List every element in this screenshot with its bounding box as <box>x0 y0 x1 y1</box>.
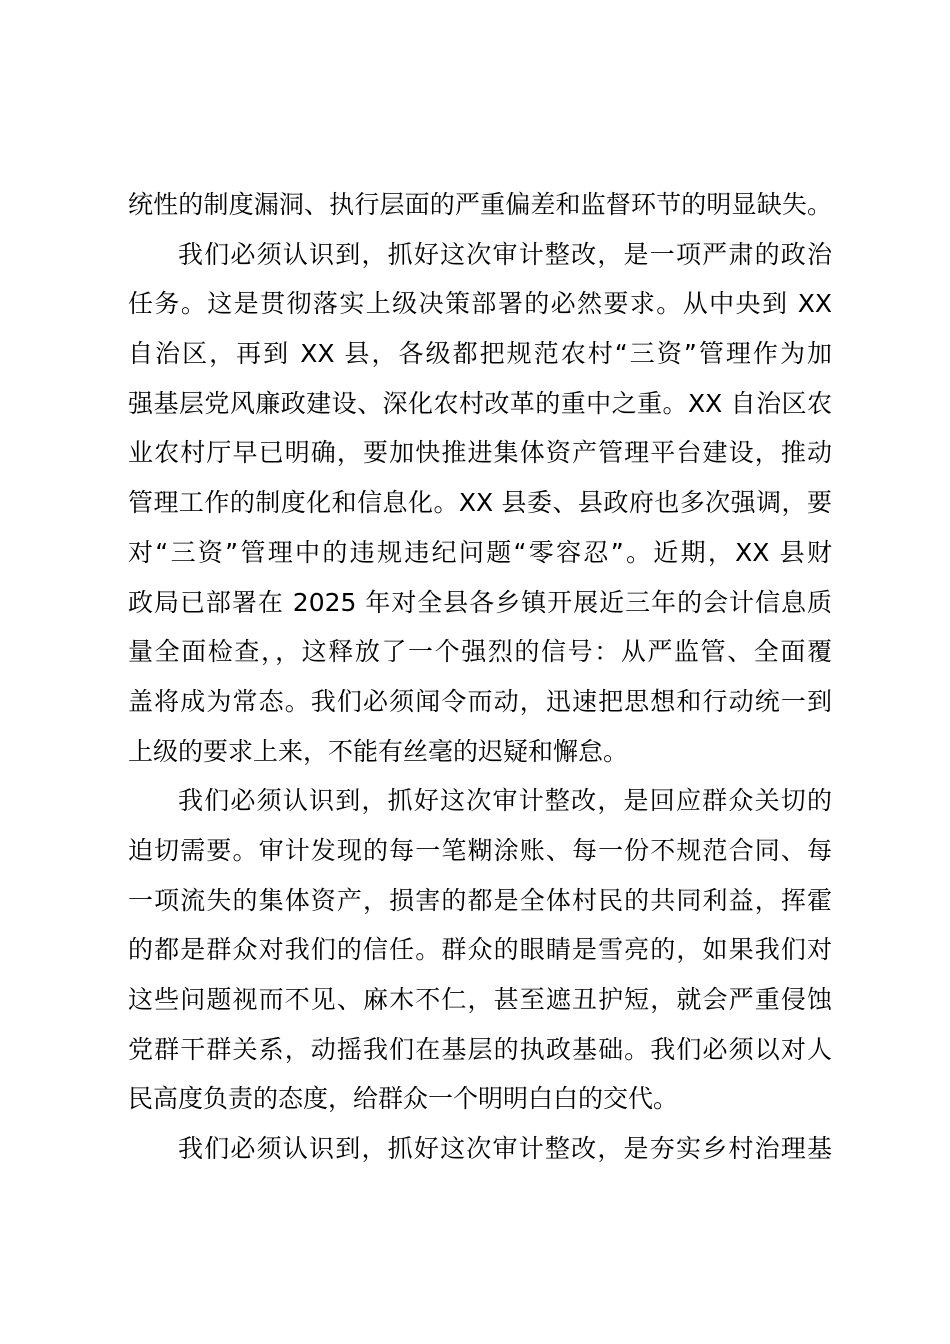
text-line: 这些问题视而不见、麻木不仁，甚至遮丑护短，就会严重侵蚀 <box>128 985 832 1014</box>
text-line: 民高度负责的态度，给群众一个明明白白的交代。 <box>128 1084 679 1114</box>
document-body <box>128 180 832 1174</box>
text-line: 我们必须认识到，抓好这次审计整改，是夯实乡村治理基 <box>178 1134 832 1164</box>
text-line: 政局已部署在 2025 年对全县各乡镇开展近三年的会计信息质 <box>128 587 832 617</box>
text-line: 管理工作的制度化和信息化。XX 县委、县政府也多次强调，要 <box>128 488 832 518</box>
text-line: 对“三资”管理中的违规违纪问题“零容忍”。近期，XX 县财 <box>128 537 832 567</box>
text-line: 我们必须认识到，抓好这次审计整改，是回应群众关切的 <box>178 786 832 816</box>
text-line: 盖将成为常态。我们必须闻令而动，迅速把思想和行动统一到 <box>128 686 832 716</box>
text-line: 统性的制度漏洞、执行层面的严重偏差和监督环节的明显缺失。 <box>128 190 832 219</box>
text-line: 的都是群众对我们的信任。群众的眼睛是雪亮的，如果我们对 <box>128 935 832 965</box>
text-line: 我们必须认识到，抓好这次审计整改，是一项严肃的政治 <box>178 239 832 269</box>
text-line: 上级的要求上来，不能有丝毫的迟疑和懈怠。 <box>128 736 629 766</box>
text-line: 量全面检查，，这释放了一个强烈的信号：从严监管、全面覆 <box>128 637 832 667</box>
text-line: 一项流失的集体资产，损害的都是全体村民的共同利益，挥霍 <box>128 885 832 915</box>
text-line: 任务。这是贯彻落实上级决策部署的必然要求。从中央到 XX <box>128 289 832 319</box>
text-line: 强基层党风廉政建设、深化农村改革的重中之重。XX 自治区农 <box>128 388 832 418</box>
text-line: 自治区，再到 XX 县，各级都把规范农村“三资”管理作为加 <box>128 339 832 369</box>
text-line: 党群干群关系，动摇我们在基层的执政基础。我们必须以对人 <box>128 1034 832 1064</box>
text-line: 业农村厅早已明确，要加快推进集体资产管理平台建设，推动 <box>128 438 832 468</box>
text-line: 迫切需要。审计发现的每一笔糊涂账、每一份不规范合同、每 <box>128 835 832 865</box>
